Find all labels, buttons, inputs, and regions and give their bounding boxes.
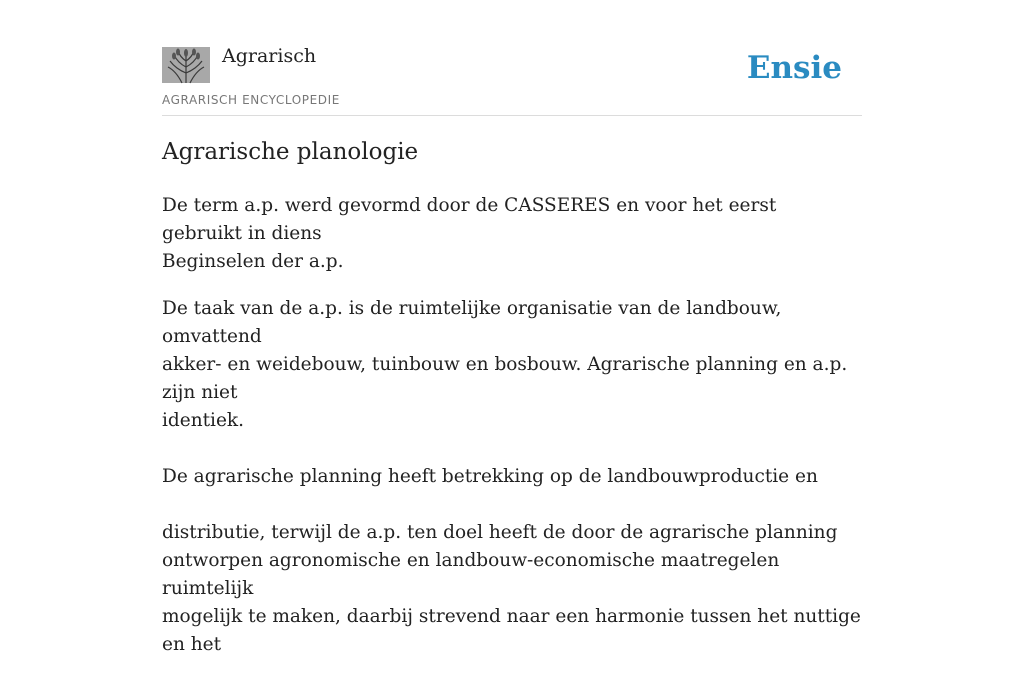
wheat-icon[interactable] — [162, 47, 210, 83]
brand-logo[interactable]: Ensie — [746, 50, 842, 86]
category-title[interactable]: Agrarisch — [222, 45, 317, 67]
article-paragraph: De term a.p. werd gevormd door de CASSERES en voor het eerst gebruikt in diens Beginselen der a.p. — [162, 195, 777, 272]
article-paragraph: De taak van de a.p. is de ruimtelijke organisatie van de landbouw, omvattend akker- en weidebouw, tuinbouw en bosbouw. Agrarische planning en a.p. zijn niet identiek. De agrarische planning heeft betrekking op de landbouwproductie en distributie, terwijl de a.p. ten doel heeft de door de agrarische planning ontworpen agronomische en landbouw-economische maatregelen ruimtelijk mogelijk te maken, daarbij strevend naar een harmonie tussen het nuttige en het — [162, 298, 861, 655]
category-subtitle: AGRARISCH ENCYCLOPEDIE — [162, 93, 340, 107]
page-container — [162, 0, 862, 655]
article-body — [162, 192, 862, 678]
site-header — [162, 0, 862, 116]
page-title: Agrarische planologie — [162, 139, 419, 165]
